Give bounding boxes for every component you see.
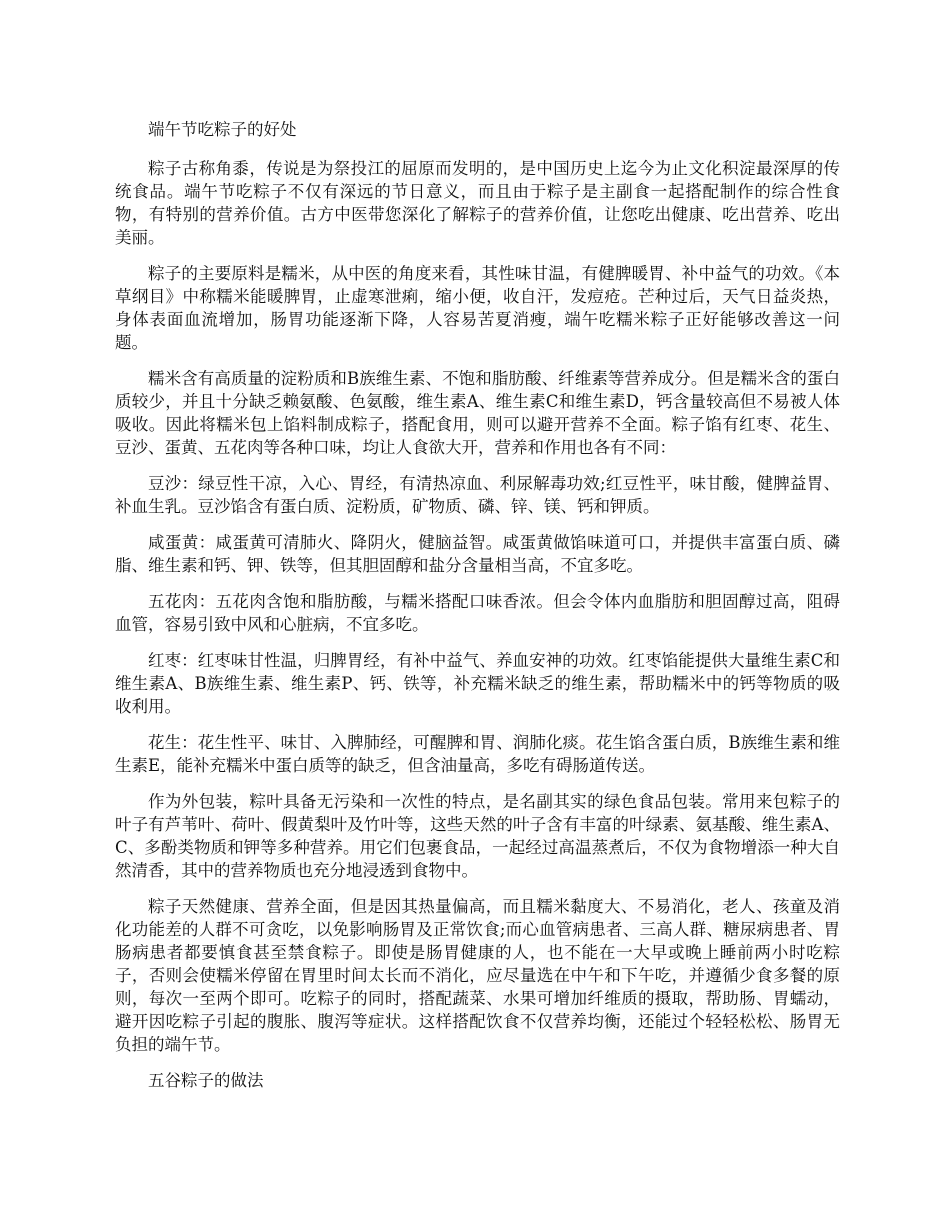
document-body: [115, 118, 840, 1108]
section-subheading: 五谷粽子的做法: [148, 1071, 264, 1090]
paragraph-glutinous-rice: 粽子的主要原料是糯米，从中医的角度来看，其性味甘温，有健脾暖胃、补中益气的功效。《本草纲目》中称糯米能暖脾胃，止虚寒泄痢，缩小便，收自汗，发痘疮。芒种过后，天气日益炎热，身体表面血流增加，肠胃功能逐渐下降，人容易苦夏消瘦，端午吃糯米粽子正好能够改善这一问题。: [115, 264, 840, 352]
document-title: 端午节吃粽子的好处: [148, 120, 297, 139]
paragraph-peanut: 花生：花生性平、味甘、入脾肺经，可醒脾和胃、润肺化痰。花生馅含蛋白质，B族维生素和维生素E，能补充糯米中蛋白质等的缺乏，但含油量高，多吃有碍肠道传送。: [115, 733, 840, 775]
paragraph-red-dates: 红枣：红枣味甘性温，归脾胃经，有补中益气、养血安神的功效。红枣馅能提供大量维生素C和维生素A、B族维生素、维生素P、钙、铁等，补充糯米缺乏的维生素，帮助糯米中的钙等物质的吸收利用。: [115, 651, 840, 716]
paragraph-leaves: 作为外包装，粽叶具备无污染和一次性的特点，是名副其实的绿色食品包装。常用来包粽子的叶子有芦苇叶、荷叶、假黄梨叶及竹叶等，这些天然的叶子含有丰富的叶绿素、氨基酸、维生素A、C、多酚类物质和钾等多种营养。用它们包裹食品，一起经过高温蒸煮后，不仅为食物增添一种大自然清香，其中的营养物质也充分地浸透到食物中。: [115, 792, 840, 880]
paragraph-pork-belly: 五花肉：五花肉含饱和脂肪酸，与糯米搭配口味香浓。但会令体内血脂肪和胆固醇过高，阻碍血管，容易引致中风和心脏病，不宜多吃。: [115, 592, 840, 634]
paragraph-nutrition: 糯米含有高质量的淀粉质和B族维生素、不饱和脂肪酸、纤维素等营养成分。但是糯米含的蛋白质较少，并且十分缺乏赖氨酸、色氨酸，维生素A、维生素C和维生素D，钙含量较高但不易被人体吸收。因此将糯米包上馅料制成粽子，搭配食用，则可以避开营养不全面。粽子馅有红枣、花生、豆沙、蛋黄、五花肉等各种口味，均让人食欲大开，营养和作用也各有不同：: [115, 369, 840, 457]
paragraph-advice: 粽子天然健康、营养全面，但是因其热量偏高，而且糯米黏度大、不易消化，老人、孩童及消化功能差的人群不可贪吃，以免影响肠胃及正常饮食;而心血管病患者、三高人群、糖尿病患者、胃肠病患者都要慎食甚至禁食粽子。即使是肠胃健康的人，也不能在一大早或晚上睡前两小时吃粽子，否则会使糯米停留在胃里时间太长而不消化，应尽量选在中午和下午吃，并遵循少食多餐的原则，每次一至两个即可。吃粽子的同时，搭配蔬菜、水果可增加纤维质的摄取，帮助肠、胃蠕动，避开因吃粽子引起的腹胀、腹泻等症状。这样搭配饮食不仅营养均衡，还能过个轻轻松松、肠胃无负担的端午节。: [115, 897, 840, 1054]
paragraph-bean-paste: 豆沙：绿豆性干凉，入心、胃经，有清热凉血、利尿解毒功效;红豆性平，味甘酸，健脾益胃、补血生乳。豆沙馅含有蛋白质、淀粉质，矿物质、磷、锌、镁、钙和钾质。: [115, 474, 840, 516]
paragraph-intro: 粽子古称角黍，传说是为祭投江的屈原而发明的，是中国历史上迄今为止文化积淀最深厚的传统食品。端午节吃粽子不仅有深远的节日意义，而且由于粽子是主副食一起搭配制作的综合性食物，有特别的营养价值。古方中医带您深化了解粽子的营养价值，让您吃出健康、吃出营养、吃出美丽。: [115, 159, 840, 247]
paragraph-salted-egg-yolk: 咸蛋黄：咸蛋黄可清肺火、降阴火，健脑益智。咸蛋黄做馅味道可口，并提供丰富蛋白质、磷脂、维生素和钙、钾、铁等，但其胆固醇和盐分含量相当高，不宜多吃。: [115, 533, 840, 575]
